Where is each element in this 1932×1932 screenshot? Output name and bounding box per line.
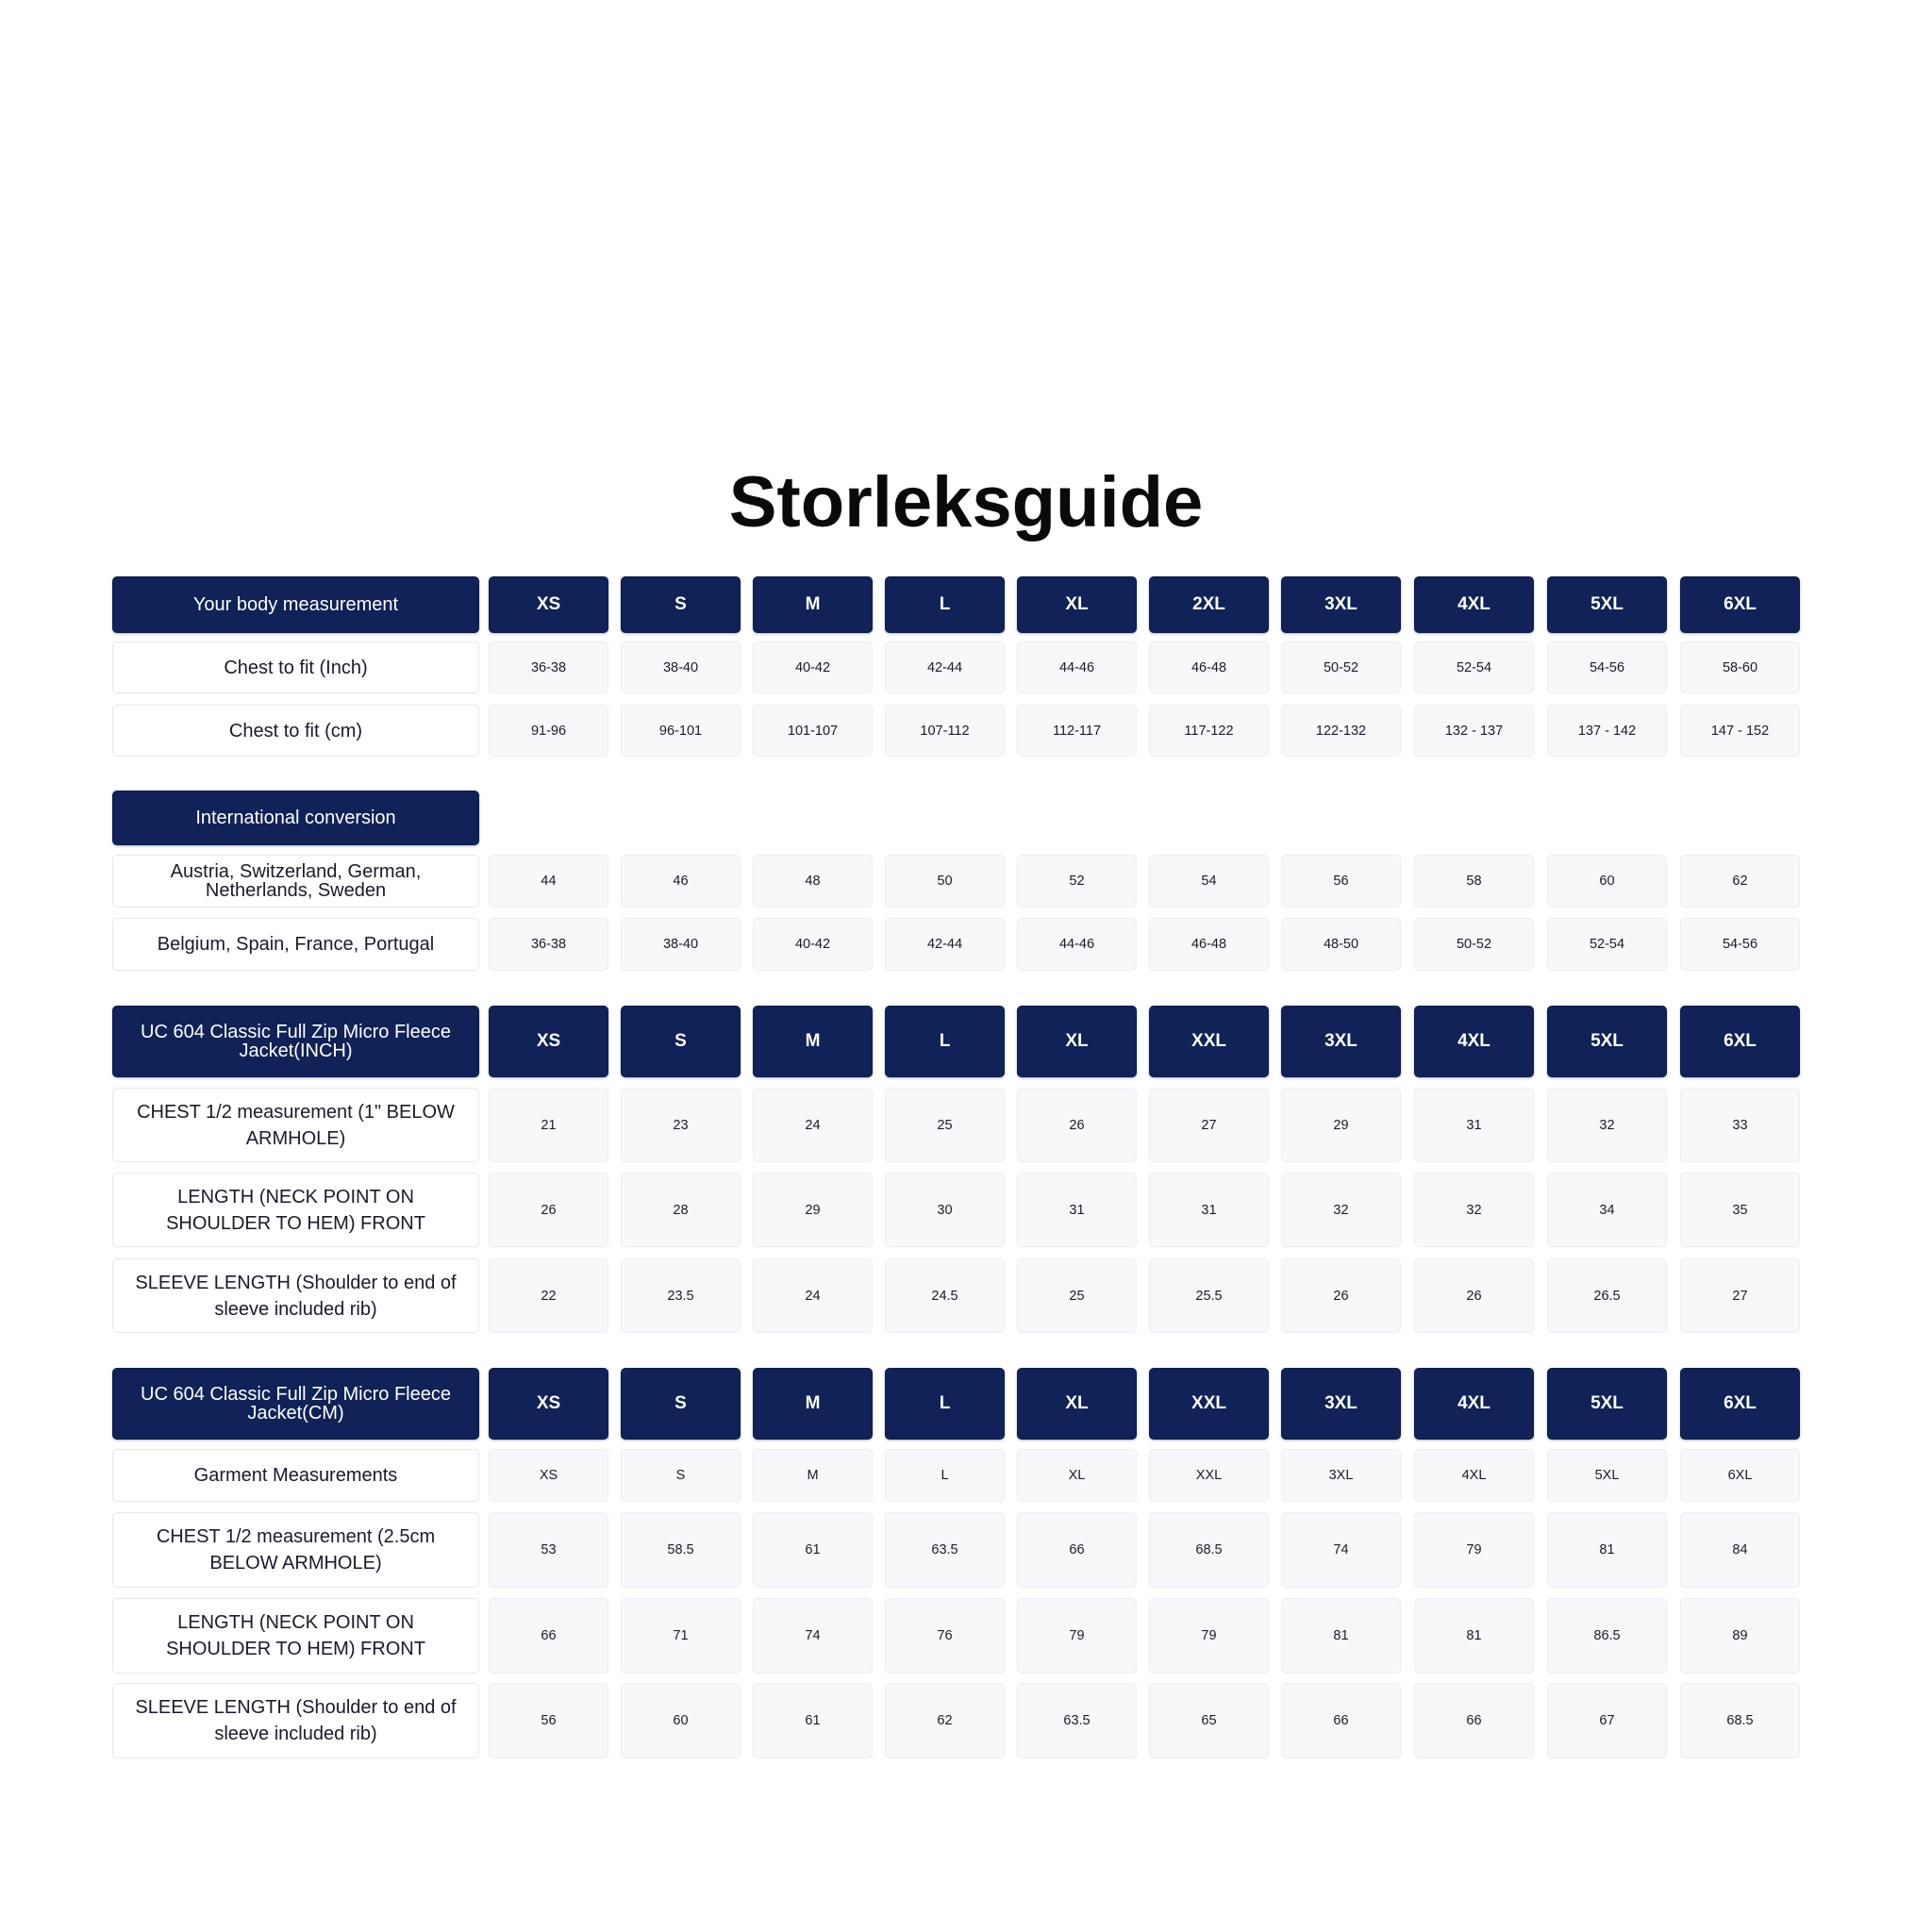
row-label: SLEEVE LENGTH (Shoulder to end of sleeve included rib) (112, 1258, 479, 1333)
measurement-cell: 81 (1547, 1512, 1667, 1588)
size-column-header: L (885, 1368, 1005, 1440)
measurement-cell: 91-96 (489, 705, 608, 757)
measurement-cell: 25.5 (1149, 1258, 1269, 1333)
row-label: CHEST 1/2 measurement (1" BELOW ARMHOLE) (112, 1088, 479, 1162)
measurement-cell: 54 (1149, 855, 1269, 908)
size-column-header: 5XL (1547, 1006, 1667, 1077)
measurement-cell: 32 (1414, 1173, 1534, 1247)
row-label: LENGTH (NECK POINT ON SHOULDER TO HEM) FRONT (112, 1173, 479, 1247)
size-column-header: XL (1017, 576, 1137, 633)
measurement-cell: 52-54 (1547, 918, 1667, 971)
measurement-cell: 26.5 (1547, 1258, 1667, 1333)
measurement-cell: 38-40 (621, 641, 741, 693)
measurement-cell: 74 (1281, 1512, 1401, 1588)
row-label: Austria, Switzerland, German, Netherlands, Sweden (112, 855, 479, 908)
measurement-cell: 32 (1281, 1173, 1401, 1247)
measurement-cell: 42-44 (885, 918, 1005, 971)
measurement-cell: 117-122 (1149, 705, 1269, 757)
measurement-cell: 96-101 (621, 705, 741, 757)
measurement-cell: 101-107 (753, 705, 873, 757)
measurement-cell: 53 (489, 1512, 608, 1588)
measurement-cell: 44-46 (1017, 641, 1137, 693)
measurement-cell: 50-52 (1414, 918, 1534, 971)
measurement-cell: 29 (1281, 1088, 1401, 1162)
measurement-cell: 26 (489, 1173, 608, 1247)
measurement-cell: 23.5 (621, 1258, 741, 1333)
measurement-cell: 79 (1414, 1512, 1534, 1588)
measurement-cell: 52 (1017, 855, 1137, 908)
measurement-cell: 62 (1680, 855, 1800, 908)
measurement-cell: 31 (1149, 1173, 1269, 1247)
measurement-cell: 4XL (1414, 1449, 1534, 1502)
size-column-header: 3XL (1281, 1368, 1401, 1440)
measurement-cell: S (621, 1449, 741, 1502)
measurement-cell: 81 (1281, 1598, 1401, 1674)
measurement-cell: 66 (1281, 1683, 1401, 1758)
measurement-cell: 46 (621, 855, 741, 908)
measurement-cell: 63.5 (1017, 1683, 1137, 1758)
measurement-cell: 48 (753, 855, 873, 908)
measurement-cell: 26 (1017, 1088, 1137, 1162)
size-column-header: XL (1017, 1368, 1137, 1440)
size-column-header: S (621, 576, 741, 633)
measurement-cell: 60 (1547, 855, 1667, 908)
measurement-cell: 52-54 (1414, 641, 1534, 693)
row-label: Chest to fit (cm) (112, 705, 479, 757)
measurement-cell: 54-56 (1547, 641, 1667, 693)
row-label: CHEST 1/2 measurement (2.5cm BELOW ARMHOLE) (112, 1512, 479, 1588)
size-column-header: 6XL (1680, 576, 1800, 633)
measurement-cell: 112-117 (1017, 705, 1137, 757)
measurement-cell: 25 (1017, 1258, 1137, 1333)
size-column-header: L (885, 1006, 1005, 1077)
size-column-header: L (885, 576, 1005, 633)
measurement-cell: 132 - 137 (1414, 705, 1534, 757)
measurement-cell: 89 (1680, 1598, 1800, 1674)
measurement-cell: 137 - 142 (1547, 705, 1667, 757)
measurement-cell: 48-50 (1281, 918, 1401, 971)
measurement-cell: 66 (1017, 1512, 1137, 1588)
measurement-cell: 35 (1680, 1173, 1800, 1247)
size-column-header: S (621, 1368, 741, 1440)
measurement-cell: 79 (1149, 1598, 1269, 1674)
section-header: International conversion (112, 791, 479, 845)
measurement-cell: 31 (1414, 1088, 1534, 1162)
measurement-cell: 34 (1547, 1173, 1667, 1247)
measurement-cell: 38-40 (621, 918, 741, 971)
measurement-cell: 27 (1149, 1088, 1269, 1162)
measurement-cell: 24 (753, 1258, 873, 1333)
measurement-cell: L (885, 1449, 1005, 1502)
measurement-cell: 76 (885, 1598, 1005, 1674)
row-label: Chest to fit (Inch) (112, 641, 479, 693)
size-column-header: M (753, 1368, 873, 1440)
size-column-header: 6XL (1680, 1006, 1800, 1077)
size-column-header: XS (489, 1368, 608, 1440)
size-column-header: XL (1017, 1006, 1137, 1077)
size-column-header: 6XL (1680, 1368, 1800, 1440)
measurement-cell: 36-38 (489, 641, 608, 693)
measurement-cell: 79 (1017, 1598, 1137, 1674)
measurement-cell: 22 (489, 1258, 608, 1333)
measurement-cell: 58-60 (1680, 641, 1800, 693)
measurement-cell: 44 (489, 855, 608, 908)
measurement-cell: 30 (885, 1173, 1005, 1247)
measurement-cell: 26 (1281, 1258, 1401, 1333)
size-column-header: 5XL (1547, 1368, 1667, 1440)
measurement-cell: 66 (489, 1598, 608, 1674)
measurement-cell: 40-42 (753, 918, 873, 971)
measurement-cell: 5XL (1547, 1449, 1667, 1502)
measurement-cell: 81 (1414, 1598, 1534, 1674)
measurement-cell: 24 (753, 1088, 873, 1162)
measurement-cell: 40-42 (753, 641, 873, 693)
measurement-cell: 147 - 152 (1680, 705, 1800, 757)
page-title: Storleksguide (728, 461, 1204, 542)
size-column-header: XS (489, 1006, 608, 1077)
section-header: UC 604 Classic Full Zip Micro Fleece Jacket(CM) (112, 1368, 479, 1440)
measurement-cell: 54-56 (1680, 918, 1800, 971)
section-header: UC 604 Classic Full Zip Micro Fleece Jacket(INCH) (112, 1006, 479, 1077)
measurement-cell: 28 (621, 1173, 741, 1247)
size-column-header: 4XL (1414, 1368, 1534, 1440)
size-column-header: M (753, 576, 873, 633)
row-label: Garment Measurements (112, 1449, 479, 1502)
section-header: Your body measurement (112, 576, 479, 633)
measurement-cell: 50-52 (1281, 641, 1401, 693)
measurement-cell: 86.5 (1547, 1598, 1667, 1674)
measurement-cell: 58.5 (621, 1512, 741, 1588)
measurement-cell: 32 (1547, 1088, 1667, 1162)
measurement-cell: 56 (489, 1683, 608, 1758)
measurement-cell: 68.5 (1149, 1512, 1269, 1588)
size-column-header: 3XL (1281, 576, 1401, 633)
size-column-header: M (753, 1006, 873, 1077)
measurement-cell: XS (489, 1449, 608, 1502)
measurement-cell: 26 (1414, 1258, 1534, 1333)
measurement-cell: 3XL (1281, 1449, 1401, 1502)
size-column-header: 2XL (1149, 576, 1269, 633)
measurement-cell: 68.5 (1680, 1683, 1800, 1758)
measurement-cell: 56 (1281, 855, 1401, 908)
measurement-cell: 107-112 (885, 705, 1005, 757)
measurement-cell: 27 (1680, 1258, 1800, 1333)
measurement-cell: XL (1017, 1449, 1137, 1502)
measurement-cell: 66 (1414, 1683, 1534, 1758)
measurement-cell: 42-44 (885, 641, 1005, 693)
measurement-cell: 84 (1680, 1512, 1800, 1588)
measurement-cell: 46-48 (1149, 918, 1269, 971)
measurement-cell: 61 (753, 1683, 873, 1758)
measurement-cell: 44-46 (1017, 918, 1137, 971)
measurement-cell: 122-132 (1281, 705, 1401, 757)
measurement-cell: 60 (621, 1683, 741, 1758)
measurement-cell: XXL (1149, 1449, 1269, 1502)
size-column-header: 4XL (1414, 1006, 1534, 1077)
measurement-cell: 50 (885, 855, 1005, 908)
measurement-cell: 33 (1680, 1088, 1800, 1162)
measurement-cell: 67 (1547, 1683, 1667, 1758)
measurement-cell: 23 (621, 1088, 741, 1162)
measurement-cell: 6XL (1680, 1449, 1800, 1502)
row-label: LENGTH (NECK POINT ON SHOULDER TO HEM) FRONT (112, 1598, 479, 1674)
row-label: Belgium, Spain, France, Portugal (112, 918, 479, 971)
measurement-cell: 21 (489, 1088, 608, 1162)
measurement-cell: 25 (885, 1088, 1005, 1162)
size-column-header: XS (489, 576, 608, 633)
size-column-header: 5XL (1547, 576, 1667, 633)
measurement-cell: 63.5 (885, 1512, 1005, 1588)
measurement-cell: 74 (753, 1598, 873, 1674)
measurement-cell: M (753, 1449, 873, 1502)
measurement-cell: 71 (621, 1598, 741, 1674)
measurement-cell: 65 (1149, 1683, 1269, 1758)
measurement-cell: 62 (885, 1683, 1005, 1758)
measurement-cell: 46-48 (1149, 641, 1269, 693)
measurement-cell: 61 (753, 1512, 873, 1588)
measurement-cell: 29 (753, 1173, 873, 1247)
measurement-cell: 24.5 (885, 1258, 1005, 1333)
measurement-cell: 31 (1017, 1173, 1137, 1247)
size-column-header: XXL (1149, 1006, 1269, 1077)
size-column-header: S (621, 1006, 741, 1077)
size-column-header: 4XL (1414, 576, 1534, 633)
size-column-header: XXL (1149, 1368, 1269, 1440)
row-label: SLEEVE LENGTH (Shoulder to end of sleeve included rib) (112, 1683, 479, 1758)
measurement-cell: 58 (1414, 855, 1534, 908)
size-column-header: 3XL (1281, 1006, 1401, 1077)
measurement-cell: 36-38 (489, 918, 608, 971)
